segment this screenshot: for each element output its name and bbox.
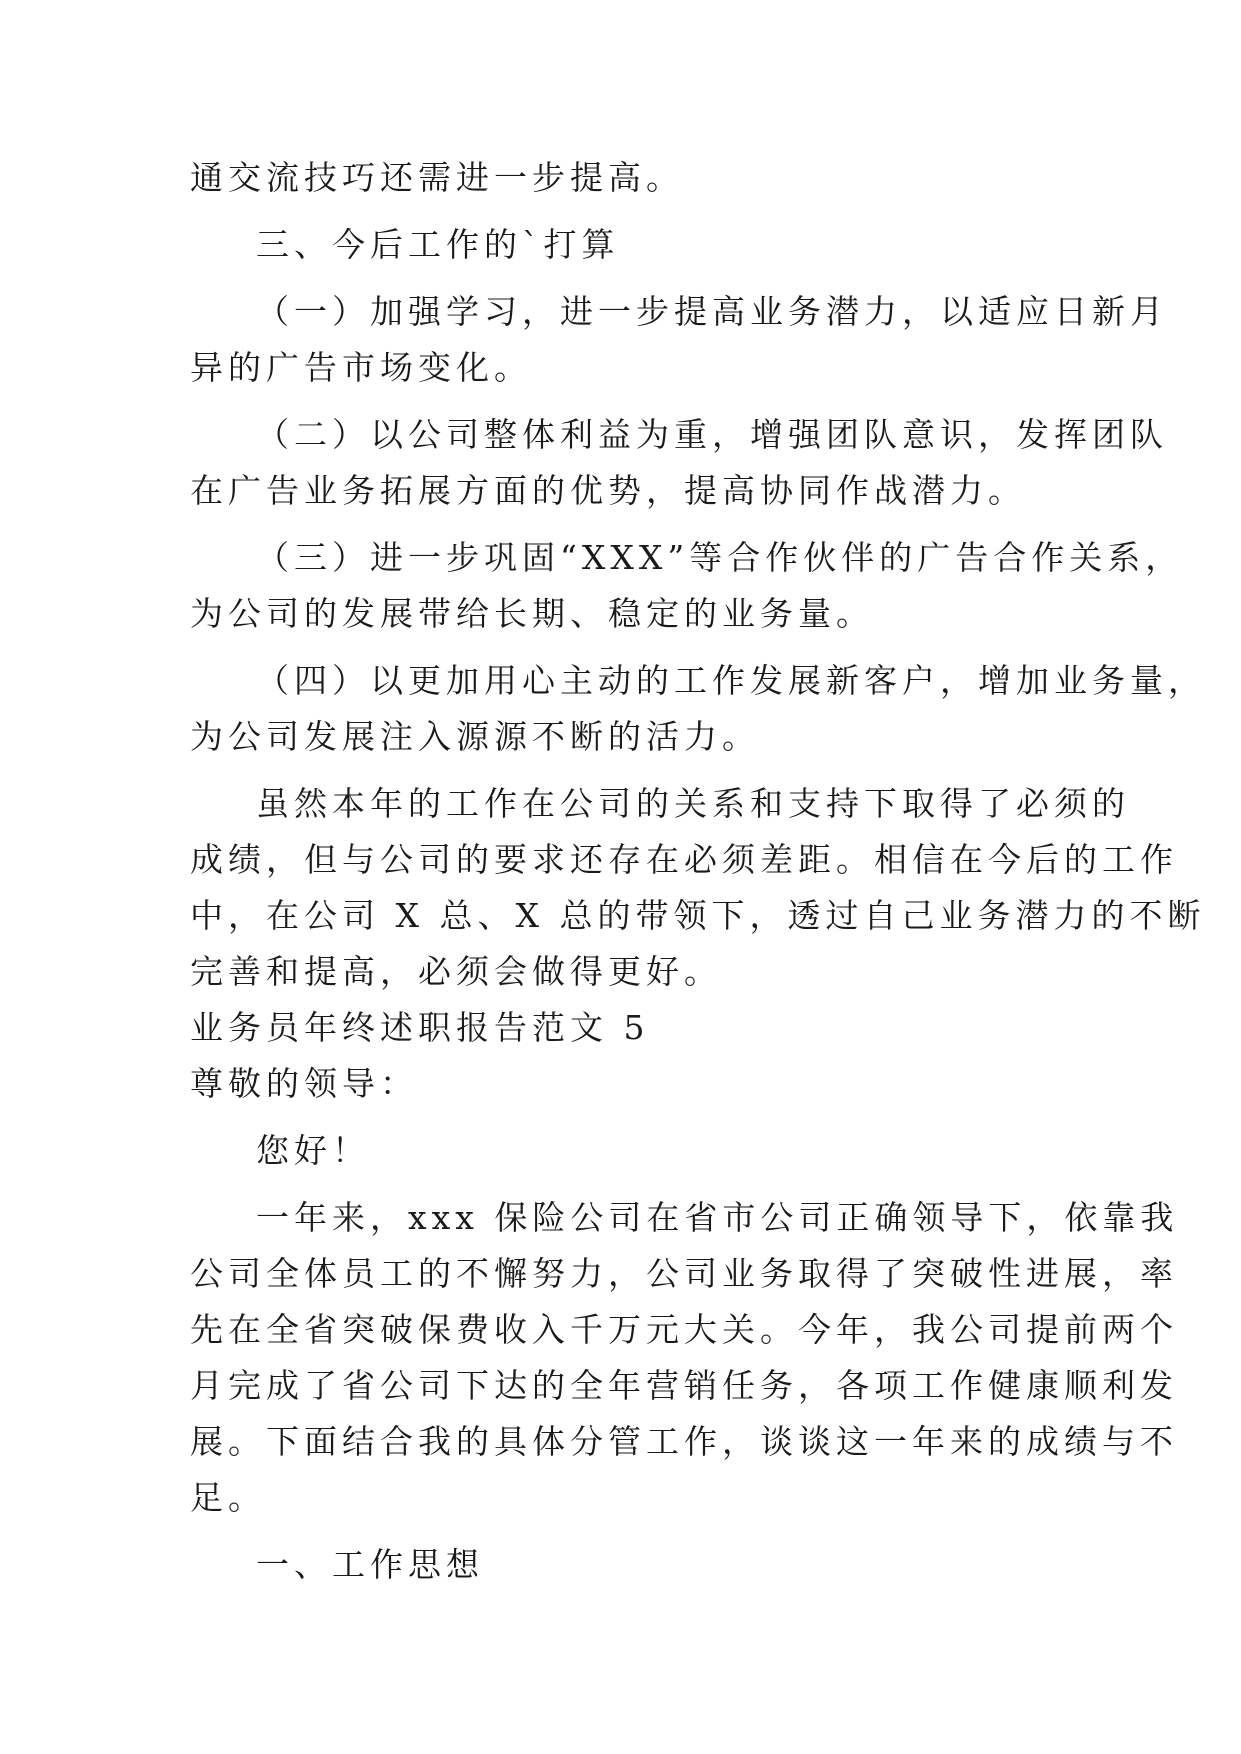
text-line: 中，在公司 X 总、X 总的带领下，透过自己业务潜力的不断 [190,896,1206,935]
text-line: 足。 [190,1478,266,1517]
text-line: 您好！ [256,1131,370,1170]
text-line: 为公司发展注入源源不断的活力。 [190,717,760,756]
text-line: 公司全体员工的不懈努力，公司业务取得了突破性进展，率 [190,1254,1178,1293]
text-line: 通交流技巧还需进一步提高。 [190,158,684,197]
text-line: （一）加强学习，进一步提高业务潜力，以适应日新月 [256,292,1168,331]
text-line: 虽然本年的工作在公司的关系和支持下取得了必须的 [256,784,1130,823]
text-line: 成绩，但与公司的要求还存在必须差距。相信在今后的工作 [190,840,1178,879]
text-line: （三）进一步巩固“XXX”等合作伙伴的广告合作关系， [256,538,1184,577]
text-line: （二）以公司整体利益为重，增强团队意识，发挥团队 [256,415,1168,454]
text-line: 月完成了省公司下达的全年营销任务，各项工作健康顺利发 [190,1366,1178,1405]
text-line: 三、今后工作的`打算 [256,225,620,264]
document-body [190,150,1206,1593]
text-line: 尊敬的领导： [190,1064,418,1103]
text-line: 完善和提高，必须会做得更好。 [190,952,722,991]
text-line: （四）以更加用心主动的工作发展新客户，增加业务量， [256,661,1206,700]
text-line: 先在全省突破保费收入千万元大关。今年，我公司提前两个 [190,1310,1178,1349]
text-line: 展。下面结合我的具体分管工作，谈谈这一年来的成绩与不 [190,1422,1178,1461]
text-line: 异的广告市场变化。 [190,348,532,387]
text-line: 业务员年终述职报告范文 5 [190,1008,650,1047]
text-line: 一、工作思想 [256,1545,484,1584]
text-line: 在广告业务拓展方面的优势，提高协同作战潜力。 [190,471,1026,510]
text-line: 为公司的发展带给长期、稳定的业务量。 [190,594,874,633]
text-line: 一年来，xxx 保险公司在省市公司正确领导下，依靠我 [256,1198,1179,1237]
